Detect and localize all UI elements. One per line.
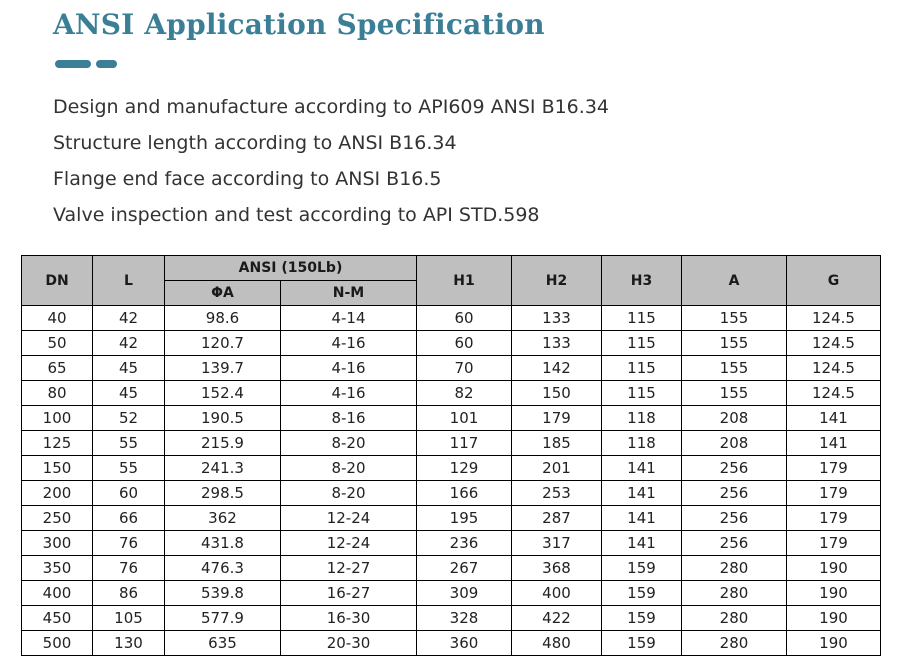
cell-dn: 150 (22, 456, 93, 481)
spec-item: Flange end face according to ANSI B16.5 (53, 168, 442, 190)
cell-a: 280 (682, 631, 787, 656)
table-body (22, 306, 881, 656)
table-header (22, 256, 881, 306)
col-header-n-m: N-M (281, 281, 417, 306)
cell-h3: 159 (602, 556, 682, 581)
cell-dn: 100 (22, 406, 93, 431)
cell-phi-a: 362 (165, 506, 281, 531)
cell-n-m: 8-20 (281, 481, 417, 506)
table-row (22, 331, 881, 356)
cell-g: 141 (787, 406, 881, 431)
cell-a: 155 (682, 356, 787, 381)
cell-h2: 201 (512, 456, 602, 481)
cell-dn: 300 (22, 531, 93, 556)
cell-h2: 179 (512, 406, 602, 431)
cell-a: 280 (682, 556, 787, 581)
cell-dn: 200 (22, 481, 93, 506)
table-row (22, 481, 881, 506)
cell-phi-a: 241.3 (165, 456, 281, 481)
cell-l: 76 (93, 531, 165, 556)
cell-n-m: 20-30 (281, 631, 417, 656)
cell-dn: 65 (22, 356, 93, 381)
cell-h1: 60 (417, 306, 512, 331)
cell-h1: 360 (417, 631, 512, 656)
cell-h3: 141 (602, 481, 682, 506)
cell-phi-a: 635 (165, 631, 281, 656)
cell-g: 190 (787, 631, 881, 656)
cell-h1: 101 (417, 406, 512, 431)
cell-l: 55 (93, 431, 165, 456)
cell-h2: 287 (512, 506, 602, 531)
cell-h2: 368 (512, 556, 602, 581)
cell-h3: 115 (602, 331, 682, 356)
table-row (22, 381, 881, 406)
cell-phi-a: 120.7 (165, 331, 281, 356)
cell-a: 256 (682, 456, 787, 481)
cell-n-m: 12-24 (281, 531, 417, 556)
cell-h1: 117 (417, 431, 512, 456)
table-row (22, 631, 881, 656)
cell-phi-a: 298.5 (165, 481, 281, 506)
cell-l: 45 (93, 356, 165, 381)
cell-n-m: 4-16 (281, 331, 417, 356)
cell-dn: 50 (22, 331, 93, 356)
cell-n-m: 12-24 (281, 506, 417, 531)
cell-g: 124.5 (787, 356, 881, 381)
cell-a: 155 (682, 306, 787, 331)
title-underline-accent (55, 60, 91, 68)
cell-g: 179 (787, 531, 881, 556)
table-row (22, 581, 881, 606)
cell-g: 179 (787, 456, 881, 481)
dimension-table (21, 255, 881, 656)
page-title: ANSI Application Specification (53, 8, 545, 41)
cell-h1: 328 (417, 606, 512, 631)
col-header-h2: H2 (512, 256, 602, 306)
cell-dn: 80 (22, 381, 93, 406)
cell-h2: 400 (512, 581, 602, 606)
cell-a: 280 (682, 581, 787, 606)
spec-list (53, 93, 609, 237)
cell-h2: 480 (512, 631, 602, 656)
cell-n-m: 8-16 (281, 406, 417, 431)
cell-h1: 236 (417, 531, 512, 556)
cell-dn: 350 (22, 556, 93, 581)
cell-n-m: 4-14 (281, 306, 417, 331)
cell-phi-a: 215.9 (165, 431, 281, 456)
cell-h3: 159 (602, 581, 682, 606)
cell-h3: 159 (602, 631, 682, 656)
cell-h2: 133 (512, 331, 602, 356)
table-row (22, 456, 881, 481)
cell-a: 208 (682, 431, 787, 456)
cell-phi-a: 152.4 (165, 381, 281, 406)
cell-n-m: 4-16 (281, 356, 417, 381)
cell-h3: 118 (602, 431, 682, 456)
cell-phi-a: 139.7 (165, 356, 281, 381)
cell-h3: 115 (602, 356, 682, 381)
table-row (22, 306, 881, 331)
cell-l: 45 (93, 381, 165, 406)
table-row (22, 531, 881, 556)
cell-dn: 500 (22, 631, 93, 656)
cell-h1: 60 (417, 331, 512, 356)
cell-n-m: 8-20 (281, 456, 417, 481)
cell-phi-a: 190.5 (165, 406, 281, 431)
cell-h1: 82 (417, 381, 512, 406)
col-group-ansi: ANSI (150Lb) (165, 256, 417, 281)
cell-h1: 166 (417, 481, 512, 506)
cell-dn: 40 (22, 306, 93, 331)
col-header-phi-a: ΦA (165, 281, 281, 306)
cell-l: 55 (93, 456, 165, 481)
cell-g: 141 (787, 431, 881, 456)
cell-n-m: 8-20 (281, 431, 417, 456)
cell-n-m: 12-27 (281, 556, 417, 581)
cell-g: 179 (787, 506, 881, 531)
cell-h2: 253 (512, 481, 602, 506)
cell-g: 190 (787, 581, 881, 606)
cell-n-m: 4-16 (281, 381, 417, 406)
col-header-g: G (787, 256, 881, 306)
cell-h1: 195 (417, 506, 512, 531)
cell-n-m: 16-30 (281, 606, 417, 631)
cell-l: 66 (93, 506, 165, 531)
cell-a: 256 (682, 531, 787, 556)
cell-dn: 125 (22, 431, 93, 456)
cell-h1: 309 (417, 581, 512, 606)
cell-g: 190 (787, 606, 881, 631)
cell-l: 105 (93, 606, 165, 631)
cell-a: 208 (682, 406, 787, 431)
cell-a: 256 (682, 481, 787, 506)
cell-g: 190 (787, 556, 881, 581)
cell-h2: 142 (512, 356, 602, 381)
cell-l: 42 (93, 331, 165, 356)
cell-g: 124.5 (787, 306, 881, 331)
cell-h3: 141 (602, 531, 682, 556)
spec-item: Valve inspection and test according to API STD.598 (53, 204, 540, 226)
cell-g: 124.5 (787, 331, 881, 356)
cell-h3: 118 (602, 406, 682, 431)
cell-phi-a: 577.9 (165, 606, 281, 631)
cell-h1: 267 (417, 556, 512, 581)
col-header-dn: DN (22, 256, 93, 306)
table-row (22, 506, 881, 531)
cell-h2: 133 (512, 306, 602, 331)
cell-l: 86 (93, 581, 165, 606)
title-underline-accent-short (96, 60, 117, 68)
cell-l: 60 (93, 481, 165, 506)
cell-a: 155 (682, 331, 787, 356)
cell-h3: 115 (602, 381, 682, 406)
cell-dn: 450 (22, 606, 93, 631)
cell-h3: 141 (602, 506, 682, 531)
spec-item: Design and manufacture according to API609 ANSI B16.34 (53, 96, 609, 118)
cell-dn: 400 (22, 581, 93, 606)
col-header-h1: H1 (417, 256, 512, 306)
cell-l: 42 (93, 306, 165, 331)
cell-a: 256 (682, 506, 787, 531)
cell-h2: 150 (512, 381, 602, 406)
spec-item: Structure length according to ANSI B16.34 (53, 132, 457, 154)
cell-g: 124.5 (787, 381, 881, 406)
cell-phi-a: 431.8 (165, 531, 281, 556)
cell-a: 155 (682, 381, 787, 406)
cell-l: 76 (93, 556, 165, 581)
cell-l: 52 (93, 406, 165, 431)
table-row (22, 606, 881, 631)
table-row (22, 406, 881, 431)
table-row (22, 356, 881, 381)
cell-h2: 185 (512, 431, 602, 456)
cell-l: 130 (93, 631, 165, 656)
cell-h3: 159 (602, 606, 682, 631)
cell-phi-a: 98.6 (165, 306, 281, 331)
cell-phi-a: 539.8 (165, 581, 281, 606)
col-header-a: A (682, 256, 787, 306)
cell-n-m: 16-27 (281, 581, 417, 606)
cell-g: 179 (787, 481, 881, 506)
cell-phi-a: 476.3 (165, 556, 281, 581)
table-row (22, 556, 881, 581)
cell-a: 280 (682, 606, 787, 631)
cell-h3: 115 (602, 306, 682, 331)
col-header-l: L (93, 256, 165, 306)
table-row (22, 431, 881, 456)
cell-h3: 141 (602, 456, 682, 481)
cell-h1: 70 (417, 356, 512, 381)
cell-h2: 317 (512, 531, 602, 556)
col-header-h3: H3 (602, 256, 682, 306)
cell-h1: 129 (417, 456, 512, 481)
cell-h2: 422 (512, 606, 602, 631)
cell-dn: 250 (22, 506, 93, 531)
